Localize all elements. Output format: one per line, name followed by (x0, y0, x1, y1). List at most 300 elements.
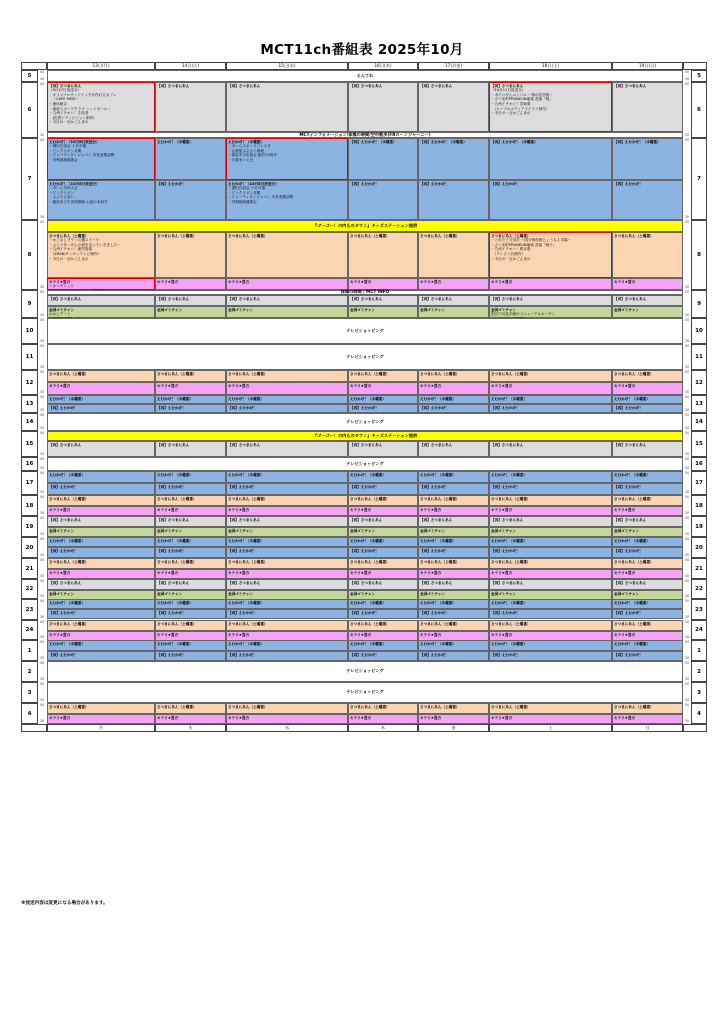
program-line: キラリ★貴方 (49, 507, 71, 512)
minute-mark: 00 (684, 703, 690, 707)
program-cell[interactable] (489, 640, 612, 651)
program-cell[interactable] (418, 537, 489, 547)
program-cell[interactable] (489, 579, 612, 590)
program-cell[interactable] (612, 495, 683, 506)
program-line: さつまにあん（土曜番） (350, 496, 390, 501)
program-line: 【再】えむかぜ！ (228, 405, 257, 410)
program-banner[interactable] (47, 682, 683, 703)
program-cell[interactable] (226, 138, 348, 180)
program-cell[interactable] (155, 609, 226, 619)
program-cell[interactable] (155, 506, 226, 516)
program-cell[interactable] (155, 640, 226, 651)
program-cell[interactable] (47, 558, 155, 569)
program-cell[interactable] (155, 651, 226, 661)
program-cell[interactable] (418, 516, 489, 527)
program-cell[interactable] (226, 527, 348, 537)
program-cell[interactable] (226, 295, 348, 306)
program-cell[interactable] (348, 640, 418, 651)
program-banner[interactable] (47, 457, 683, 471)
program-cell[interactable] (348, 370, 418, 382)
hour-label: 9 (21, 290, 38, 318)
program-cell[interactable] (418, 180, 489, 220)
program-cell[interactable] (155, 495, 226, 506)
minute-mark: 30 (39, 215, 45, 219)
program-cell[interactable] (418, 441, 489, 457)
program-line: さつまにあん（土曜番） (350, 233, 390, 238)
program-cell[interactable] (348, 703, 418, 714)
program-cell[interactable] (489, 558, 612, 569)
program-line: 【再】えむかぜ！ (614, 610, 643, 615)
program-cell[interactable] (47, 495, 155, 506)
minute-mark: 00 (684, 661, 690, 665)
program-cell[interactable] (348, 537, 418, 547)
program-cell[interactable] (47, 537, 155, 547)
program-line: ・あいら市民大会 (49, 186, 78, 191)
program-cell[interactable] (489, 651, 612, 661)
program-cell[interactable] (418, 569, 489, 579)
program-cell[interactable] (47, 82, 155, 132)
program-line: 【再】さつまにあん (420, 296, 453, 301)
minute-mark: 00 (39, 703, 45, 707)
program-cell[interactable] (418, 232, 489, 278)
program-line: さつまにあん（土曜番） (157, 621, 197, 626)
program-cell[interactable] (348, 599, 418, 609)
program-cell[interactable] (489, 495, 612, 506)
minute-mark: 30 (684, 677, 690, 681)
program-cell[interactable] (226, 483, 348, 495)
program-cell[interactable] (47, 483, 155, 495)
program-cell[interactable] (47, 404, 155, 413)
program-cell[interactable] (47, 651, 155, 661)
program-line: 【再】さつまにあん (614, 83, 647, 88)
program-cell[interactable] (489, 599, 612, 609)
program-cell[interactable] (489, 138, 612, 180)
program-cell[interactable] (348, 495, 418, 506)
program-cell[interactable] (155, 382, 226, 395)
program-cell[interactable] (489, 441, 612, 457)
program-cell[interactable] (47, 599, 155, 609)
program-cell[interactable] (348, 579, 418, 590)
program-line: 【再】えむかぜ！ (157, 181, 186, 186)
program-cell[interactable] (226, 558, 348, 569)
hour-label: 11 (21, 344, 38, 370)
program-line: ・あたいげんムシバル 〜第の住居展〜 (491, 92, 553, 97)
program-cell[interactable] (226, 382, 348, 395)
program-cell[interactable] (226, 278, 348, 290)
program-cell[interactable] (348, 569, 418, 579)
program-cell[interactable] (348, 295, 418, 306)
program-banner[interactable] (47, 661, 683, 682)
program-cell[interactable] (489, 395, 612, 404)
program-line: キラリ★貴方 (491, 383, 513, 388)
minute-mark: 30 (39, 511, 45, 515)
program-cell[interactable] (418, 82, 489, 132)
program-cell[interactable] (612, 714, 683, 724)
program-cell[interactable] (47, 714, 155, 724)
program-cell[interactable] (612, 547, 683, 558)
program-line: 金国ゴミチャン (491, 307, 517, 312)
program-cell[interactable] (47, 370, 155, 382)
program-cell[interactable] (418, 527, 489, 537)
program-line: キラリ★貴方 (157, 507, 179, 512)
program-line: 【再】さつまにあん (228, 83, 261, 88)
program-cell[interactable] (47, 395, 155, 404)
program-cell[interactable] (155, 483, 226, 495)
program-line: 【再】さつまにあん (157, 442, 190, 447)
program-cell[interactable] (226, 441, 348, 457)
program-cell[interactable] (348, 232, 418, 278)
program-cell[interactable] (47, 640, 155, 651)
program-cell[interactable] (489, 483, 612, 495)
program-line: 【再】えむかぜ！ (491, 181, 520, 186)
program-line: えむかぜ！（木曜番） (228, 641, 264, 646)
minute-mark: 00 (39, 537, 45, 541)
program-cell[interactable] (348, 516, 418, 527)
program-cell[interactable] (612, 471, 683, 483)
program-cell[interactable] (489, 547, 612, 558)
program-cell[interactable] (47, 703, 155, 714)
program-line: 【再】えむかぜ！ (614, 181, 643, 186)
program-cell[interactable] (612, 537, 683, 547)
program-cell[interactable] (612, 516, 683, 527)
program-cell[interactable] (418, 714, 489, 724)
hour-label: 20 (21, 537, 38, 558)
hour-label: 4 (21, 703, 38, 724)
program-cell[interactable] (418, 547, 489, 558)
program-line: さつまにあん（土曜番） (49, 371, 89, 376)
program-cell[interactable] (226, 547, 348, 558)
program-cell[interactable] (612, 651, 683, 661)
program-line: さつまにあん（土曜番） (157, 559, 197, 564)
minute-mark: 00 (39, 290, 45, 294)
program-cell[interactable] (226, 471, 348, 483)
program-cell[interactable] (612, 180, 683, 220)
program-cell[interactable] (612, 306, 683, 318)
program-cell[interactable] (155, 516, 226, 527)
program-cell[interactable] (489, 506, 612, 516)
program-cell[interactable] (489, 180, 612, 220)
program-cell[interactable] (47, 278, 155, 290)
program-cell[interactable] (418, 395, 489, 404)
program-cell[interactable] (348, 558, 418, 569)
program-cell[interactable] (418, 278, 489, 290)
program-cell[interactable] (348, 404, 418, 413)
program-line: 【再】えむかぜ！ (491, 610, 520, 615)
program-cell[interactable] (418, 599, 489, 609)
program-cell[interactable] (489, 516, 612, 527)
program-banner[interactable] (47, 413, 683, 431)
program-cell[interactable] (155, 404, 226, 413)
program-cell[interactable] (47, 441, 155, 457)
program-cell[interactable] (348, 138, 418, 180)
program-cell[interactable] (226, 180, 348, 220)
program-cell[interactable] (348, 180, 418, 220)
program-cell[interactable] (489, 306, 612, 318)
program-cell[interactable] (226, 579, 348, 590)
program-line: 金国ゴミチャン (49, 307, 75, 312)
program-cell[interactable] (489, 471, 612, 483)
program-cell[interactable] (226, 395, 348, 404)
program-cell[interactable] (418, 138, 489, 180)
program-cell[interactable] (348, 714, 418, 724)
program-cell[interactable] (612, 370, 683, 382)
program-cell[interactable] (348, 82, 418, 132)
program-cell[interactable] (47, 579, 155, 590)
program-cell[interactable] (418, 471, 489, 483)
day-header: 18日(土) (489, 62, 612, 70)
program-banner[interactable] (47, 70, 683, 82)
program-cell[interactable] (47, 382, 155, 395)
program-line: えむかぜ！（木曜番） (420, 641, 456, 646)
program-cell[interactable] (612, 483, 683, 495)
program-cell[interactable] (47, 516, 155, 527)
program-cell[interactable] (226, 404, 348, 413)
program-cell[interactable] (155, 527, 226, 537)
program-line: 【再】さつまにあん (491, 296, 524, 301)
program-cell[interactable] (489, 82, 612, 132)
program-cell[interactable] (348, 441, 418, 457)
day-header: 17日(金) (418, 62, 489, 70)
program-cell[interactable] (47, 506, 155, 516)
program-cell[interactable] (155, 547, 226, 558)
footnote: ※放送内容は変更になる場合があります。 (21, 901, 108, 906)
program-cell[interactable] (226, 506, 348, 516)
program-cell[interactable] (418, 651, 489, 661)
program-cell[interactable] (226, 714, 348, 724)
program-line: 金国ゴミチャン (157, 307, 183, 312)
program-cell[interactable] (226, 703, 348, 714)
program-cell[interactable] (155, 569, 226, 579)
program-cell[interactable] (226, 599, 348, 609)
program-cell[interactable] (612, 527, 683, 537)
program-cell[interactable] (418, 506, 489, 516)
program-cell[interactable] (612, 404, 683, 413)
minute-mark: 30 (684, 574, 690, 578)
program-cell[interactable] (612, 232, 683, 278)
program-cell[interactable] (155, 180, 226, 220)
program-cell[interactable] (155, 82, 226, 132)
minute-mark: 00 (39, 344, 45, 348)
program-cell[interactable] (155, 471, 226, 483)
program-cell[interactable] (348, 527, 418, 537)
program-cell[interactable] (612, 558, 683, 569)
program-cell[interactable] (155, 579, 226, 590)
program-cell[interactable] (418, 620, 489, 631)
program-line: 【再】えむかぜ！ (614, 405, 643, 410)
program-cell[interactable] (47, 620, 155, 631)
program-cell[interactable] (612, 579, 683, 590)
program-cell[interactable] (226, 516, 348, 527)
program-line: 【再】えむかぜ！ (614, 484, 643, 489)
program-cell[interactable] (348, 547, 418, 558)
program-cell[interactable] (155, 370, 226, 382)
weekday-footer: 火 (155, 724, 226, 732)
program-cell[interactable] (418, 640, 489, 651)
program-line: ・ピンクリボン月間 (49, 148, 82, 153)
program-cell[interactable] (418, 558, 489, 569)
program-line: さつまにあん（土曜番） (420, 233, 460, 238)
program-cell[interactable] (155, 714, 226, 724)
program-cell[interactable] (418, 495, 489, 506)
minute-mark: 00 (39, 516, 45, 520)
program-cell[interactable] (348, 651, 418, 661)
hour-label: 19 (21, 516, 38, 537)
program-cell[interactable] (489, 714, 612, 724)
program-cell[interactable] (489, 382, 612, 395)
program-line: さつまにあん（土曜番） (49, 621, 89, 626)
program-line: えむかぜ！（木曜番） (228, 396, 264, 401)
program-cell[interactable] (612, 82, 683, 132)
program-cell[interactable] (612, 138, 683, 180)
program-cell[interactable] (47, 306, 155, 318)
hour-label: 12 (21, 370, 38, 395)
program-cell[interactable] (155, 395, 226, 404)
program-banner[interactable] (47, 318, 683, 344)
program-cell[interactable] (155, 620, 226, 631)
program-cell[interactable] (226, 82, 348, 132)
program-banner[interactable] (47, 344, 683, 370)
program-cell[interactable] (418, 404, 489, 413)
program-cell[interactable] (155, 599, 226, 609)
program-cell[interactable] (47, 569, 155, 579)
program-line: さつまにあん（土曜番） (491, 496, 531, 501)
program-line: ・広報まいえ史 (228, 157, 254, 162)
program-cell[interactable] (612, 278, 683, 290)
minute-mark: 00 (684, 431, 690, 435)
program-cell[interactable] (612, 599, 683, 609)
program-cell[interactable] (47, 547, 155, 558)
program-banner[interactable] (47, 220, 683, 232)
program-line: キラリ★貴方 (350, 279, 372, 284)
minute-mark: 30 (684, 215, 690, 219)
program-cell[interactable] (226, 569, 348, 579)
program-cell[interactable] (418, 483, 489, 495)
program-line: テレビショッピング (346, 668, 384, 674)
hour-label: 14 (691, 413, 707, 431)
program-cell[interactable] (155, 703, 226, 714)
program-cell[interactable] (226, 537, 348, 547)
program-line: さつまにあん（土曜番） (350, 371, 390, 376)
program-cell[interactable] (226, 495, 348, 506)
program-cell[interactable] (489, 537, 612, 547)
program-cell[interactable] (226, 370, 348, 382)
program-cell[interactable] (612, 382, 683, 395)
program-cell[interactable] (612, 620, 683, 631)
program-cell[interactable] (226, 306, 348, 318)
weekday-footer: 月 (47, 724, 155, 732)
program-cell[interactable] (489, 569, 612, 579)
program-cell[interactable] (418, 382, 489, 395)
program-cell[interactable] (47, 527, 155, 537)
program-cell[interactable] (348, 506, 418, 516)
program-cell[interactable] (47, 471, 155, 483)
program-cell[interactable] (348, 382, 418, 395)
program-line: さつまにあん（土曜番） (491, 233, 531, 238)
program-cell[interactable] (226, 609, 348, 619)
program-line: えむかぜ！（木曜番） (157, 396, 193, 401)
program-cell[interactable] (155, 537, 226, 547)
program-cell[interactable] (418, 295, 489, 306)
program-cell[interactable] (418, 579, 489, 590)
program-line: えむかぜ！（木曜番） (420, 396, 456, 401)
program-cell[interactable] (489, 295, 612, 306)
program-cell[interactable] (155, 138, 226, 180)
program-cell[interactable] (348, 620, 418, 631)
program-cell[interactable] (155, 558, 226, 569)
program-cell[interactable] (489, 527, 612, 537)
program-cell[interactable] (47, 232, 155, 278)
program-cell[interactable] (348, 609, 418, 619)
program-cell[interactable] (612, 295, 683, 306)
program-cell[interactable] (612, 609, 683, 619)
program-cell[interactable] (155, 278, 226, 290)
program-cell[interactable] (155, 232, 226, 278)
minute-mark: 00 (684, 682, 690, 686)
program-cell[interactable] (348, 395, 418, 404)
program-cell[interactable] (47, 180, 155, 220)
program-cell[interactable] (612, 640, 683, 651)
program-cell[interactable] (489, 620, 612, 631)
program-line: 金国ゴミチャン (420, 528, 446, 533)
page-title: MCT11ch番組表 2025年10月 (260, 42, 464, 58)
program-cell[interactable] (155, 295, 226, 306)
program-cell[interactable] (489, 232, 612, 278)
program-cell[interactable] (418, 370, 489, 382)
program-cell[interactable] (155, 306, 226, 318)
program-cell[interactable] (47, 609, 155, 619)
program-cell[interactable] (418, 306, 489, 318)
program-cell[interactable] (226, 651, 348, 661)
program-line: さつまにあん（土曜番） (420, 496, 460, 501)
program-cell[interactable] (489, 278, 612, 290)
program-cell[interactable] (47, 138, 155, 180)
program-cell[interactable] (418, 703, 489, 714)
hour-label: 20 (691, 537, 707, 558)
minute-mark: 00 (684, 318, 690, 322)
program-cell[interactable] (226, 232, 348, 278)
program-cell[interactable] (612, 441, 683, 457)
program-cell[interactable] (226, 640, 348, 651)
hour-label: 2 (691, 661, 707, 682)
program-cell[interactable] (348, 306, 418, 318)
program-cell[interactable] (348, 483, 418, 495)
program-line: 【再】さつまにあん (350, 517, 383, 522)
program-cell[interactable] (489, 404, 612, 413)
hour-label: 22 (21, 579, 38, 599)
minute-mark: 00 (684, 344, 690, 348)
program-cell[interactable] (612, 395, 683, 404)
program-cell[interactable] (348, 471, 418, 483)
program-cell[interactable] (489, 703, 612, 714)
program-cell[interactable] (612, 703, 683, 714)
program-cell[interactable] (489, 370, 612, 382)
program-cell[interactable] (612, 506, 683, 516)
program-cell[interactable] (418, 609, 489, 619)
program-cell[interactable] (612, 569, 683, 579)
program-line: キラリ★貴方 (228, 383, 250, 388)
program-cell[interactable] (489, 609, 612, 619)
program-cell[interactable] (47, 295, 155, 306)
program-banner[interactable] (47, 431, 683, 441)
minute-mark: 00 (684, 220, 690, 224)
program-line: さつまにあん（土曜番） (228, 233, 268, 238)
minute-mark: 30 (684, 635, 690, 639)
program-cell[interactable] (226, 620, 348, 631)
program-cell[interactable] (155, 441, 226, 457)
program-line: 【再】えむかぜ！ (350, 610, 379, 615)
program-line: 狛江戸川乱歩館がリニューアルオープン (491, 312, 555, 317)
program-line: さつまにあん（土曜番） (420, 559, 460, 564)
